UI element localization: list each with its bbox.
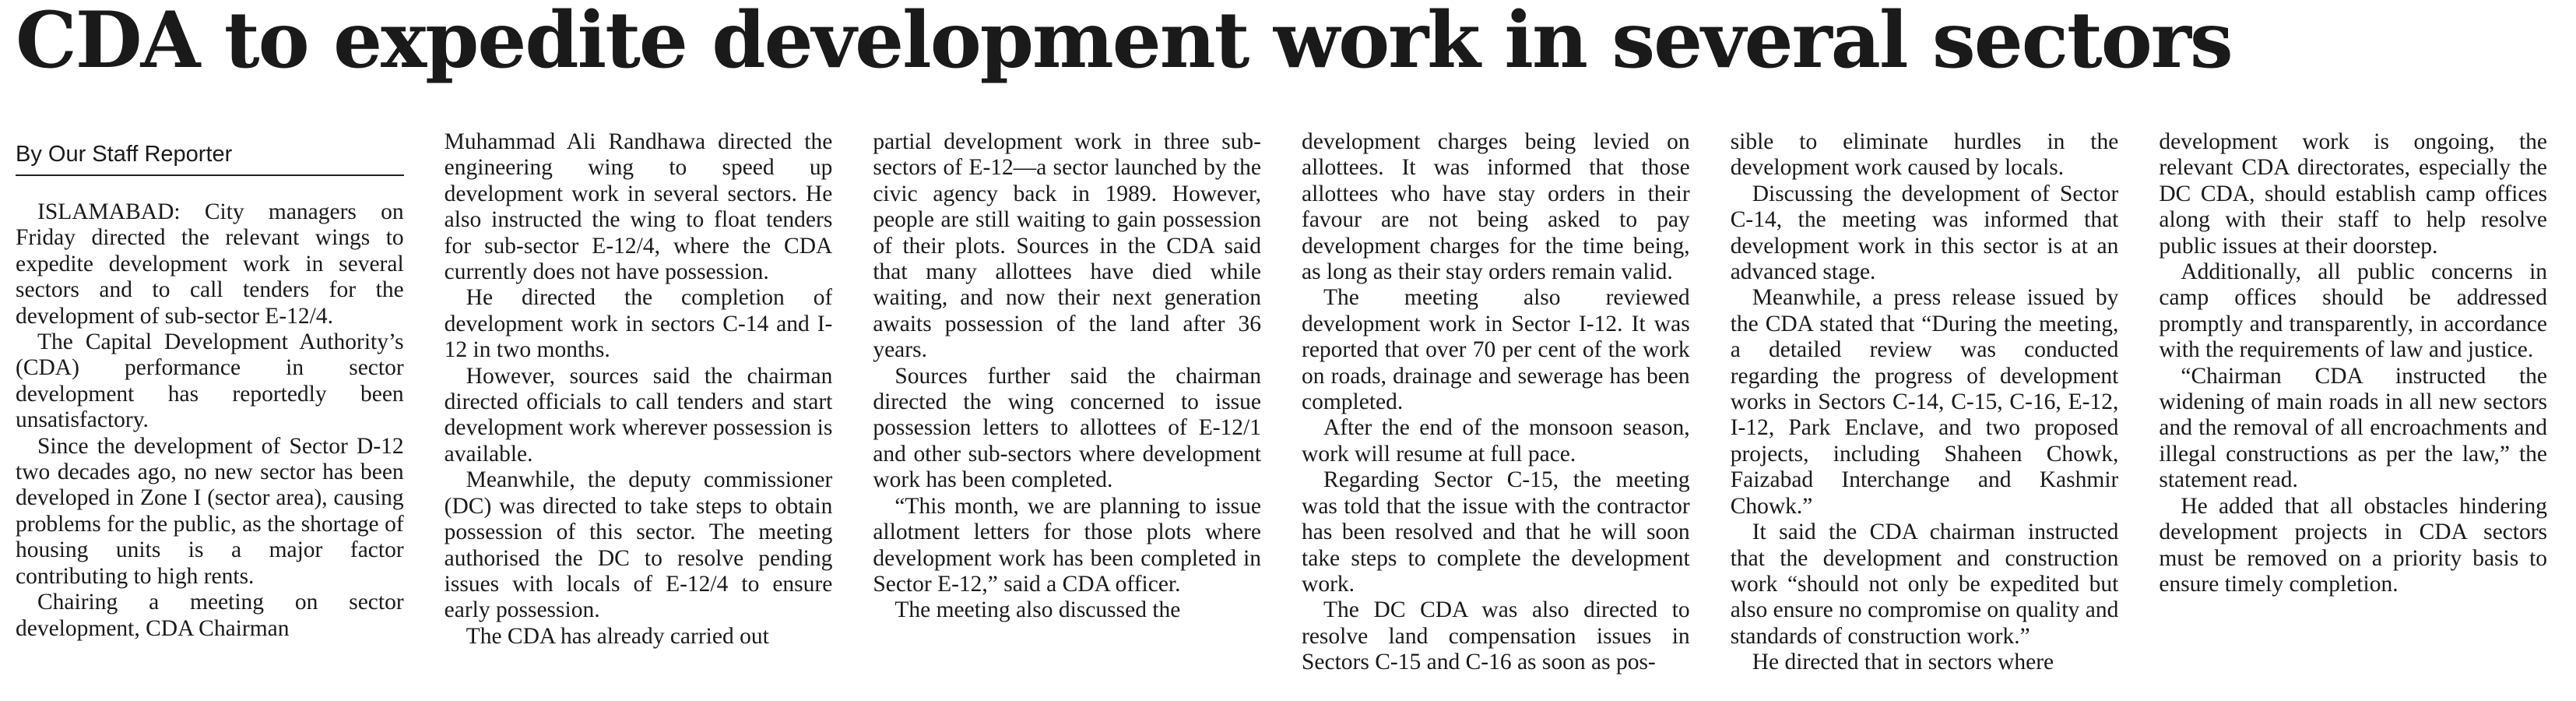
paragraph: Chairing a meeting on sector development, CDA Chairman bbox=[16, 590, 404, 641]
paragraph: The meeting also discussed the bbox=[894, 597, 1181, 623]
paragraph: He directed the completion of development work in sectors C-14 and I-12 in two months. bbox=[444, 285, 833, 363]
article-body bbox=[16, 129, 2547, 690]
byline: By Our Staff Reporter bbox=[16, 139, 404, 176]
paragraph: “Chairman CDA instructed the widening of main roads in all new sectors and the removal of all encroachments and illegal constructions as per the law,” the statement read. bbox=[2159, 363, 2548, 493]
paragraph: Sources further said the chairman directed the wing concerned to issue possession letters to allottees of E-12/1 and other sub-sectors where development work has been completed. bbox=[873, 363, 1262, 493]
paragraph: However, sources said the chairman directed officials to call tenders and start development work wherever possession is available. bbox=[444, 363, 833, 467]
column-3 bbox=[873, 129, 1261, 690]
column-4 bbox=[1302, 129, 1690, 690]
paragraph: The CDA has already carried out bbox=[466, 623, 769, 649]
paragraph: He directed that in sectors where bbox=[1752, 650, 2054, 675]
paragraph: development work is ongoing, the relevant CDA directorates, especially the DC CDA, should establish camp offices along with their staff to help resolve public issues at their doorstep. bbox=[2159, 129, 2548, 259]
paragraph: Additionally, all public concerns in camp offices should be addressed promptly and transparently, in accordance with the requirements of law and justice. bbox=[2159, 259, 2548, 363]
column-6 bbox=[2159, 129, 2547, 690]
paragraph: Muhammad Ali Randhawa directed the engineering wing to speed up development work in several sectors. He also instructed the wing to float tenders for sub-sector E-12/4, where the CDA currently does not have possession. bbox=[444, 129, 833, 285]
column-5 bbox=[1731, 129, 2119, 690]
paragraph: Meanwhile, a press release issued by the CDA stated that “During the meeting, a detailed review was conducted regarding the progress of development works in Sectors C-14, C-15, C-16, E-12, I-12, Park Enclave, and two proposed projects, including Shaheen Chowk, Faizabad Interchange and Kashmir Chowk.” bbox=[1730, 285, 2119, 519]
paragraph: “This month, we are planning to issue allotment letters for those plots where development work has been completed in Sector E-12,” said a CDA officer. bbox=[873, 493, 1262, 597]
paragraph: Regarding Sector C-15, the meeting was told that the issue with the contractor has been resolved and that he will soon take steps to complete the development work. bbox=[1302, 467, 1690, 597]
paragraph: Discussing the development of Sector C-14, the meeting was informed that development work in this sector is at an advanced stage. bbox=[1730, 181, 2119, 285]
paragraph: Meanwhile, the deputy commissioner (DC) was directed to take steps to obtain possession of this sector. The meeting authorised the DC to resolve pending issues with locals of E-12/4 to ensure early possession. bbox=[444, 467, 833, 623]
paragraph: Since the development of Sector D-12 two decades ago, no new sector has been developed in Zone I (sector area), causing problems for the public, as the shortage of housing units is a major factor contributing to high rents. bbox=[16, 433, 404, 589]
paragraph: He added that all obstacles hindering development projects in CDA sectors must be removed on a priority basis to ensure timely completion. bbox=[2159, 493, 2548, 597]
headline: CDA to expedite development work in several sectors bbox=[16, 0, 2232, 86]
column-1 bbox=[16, 129, 404, 690]
paragraph: The Capital Development Authority’s (CDA) performance in sector development has reportedly been unsatisfactory. bbox=[16, 329, 404, 433]
paragraph: ISLAMABAD: City managers on Friday directed the relevant wings to expedite development work in several sectors and to call tenders for the development of sub-sector E-12/4. bbox=[16, 199, 404, 329]
paragraph: The DC CDA was also directed to resolve land compensation issues in Sectors C-15 and C-16 as soon as pos- bbox=[1302, 597, 1690, 675]
paragraph: development charges being levied on allottees. It was informed that those allottees who have stay orders in their favour are not being asked to pay development charges for the time being, as long as their stay orders remain valid. bbox=[1302, 129, 1690, 285]
column-2 bbox=[445, 129, 833, 690]
paragraph: partial development work in three sub-sectors of E-12—a sector launched by the civic agency back in 1989. However, people are still waiting to gain possession of their plots. Sources in the CDA said that many allottees have died while waiting, and now their next generation awaits possession of the land after 36 years. bbox=[873, 129, 1262, 363]
paragraph: sible to eliminate hurdles in the development work caused by locals. bbox=[1730, 129, 2119, 181]
paragraph: The meeting also reviewed development work in Sector I-12. It was reported that over 70 per cent of the work on roads, drainage and sewerage has been completed. bbox=[1302, 285, 1690, 415]
paragraph: After the end of the monsoon season, work will resume at full pace. bbox=[1302, 415, 1690, 467]
paragraph: It said the CDA chairman instructed that the development and construction work “should not only be expedited but also ensure no compromise on quality and standards of construction work.” bbox=[1730, 520, 2119, 649]
